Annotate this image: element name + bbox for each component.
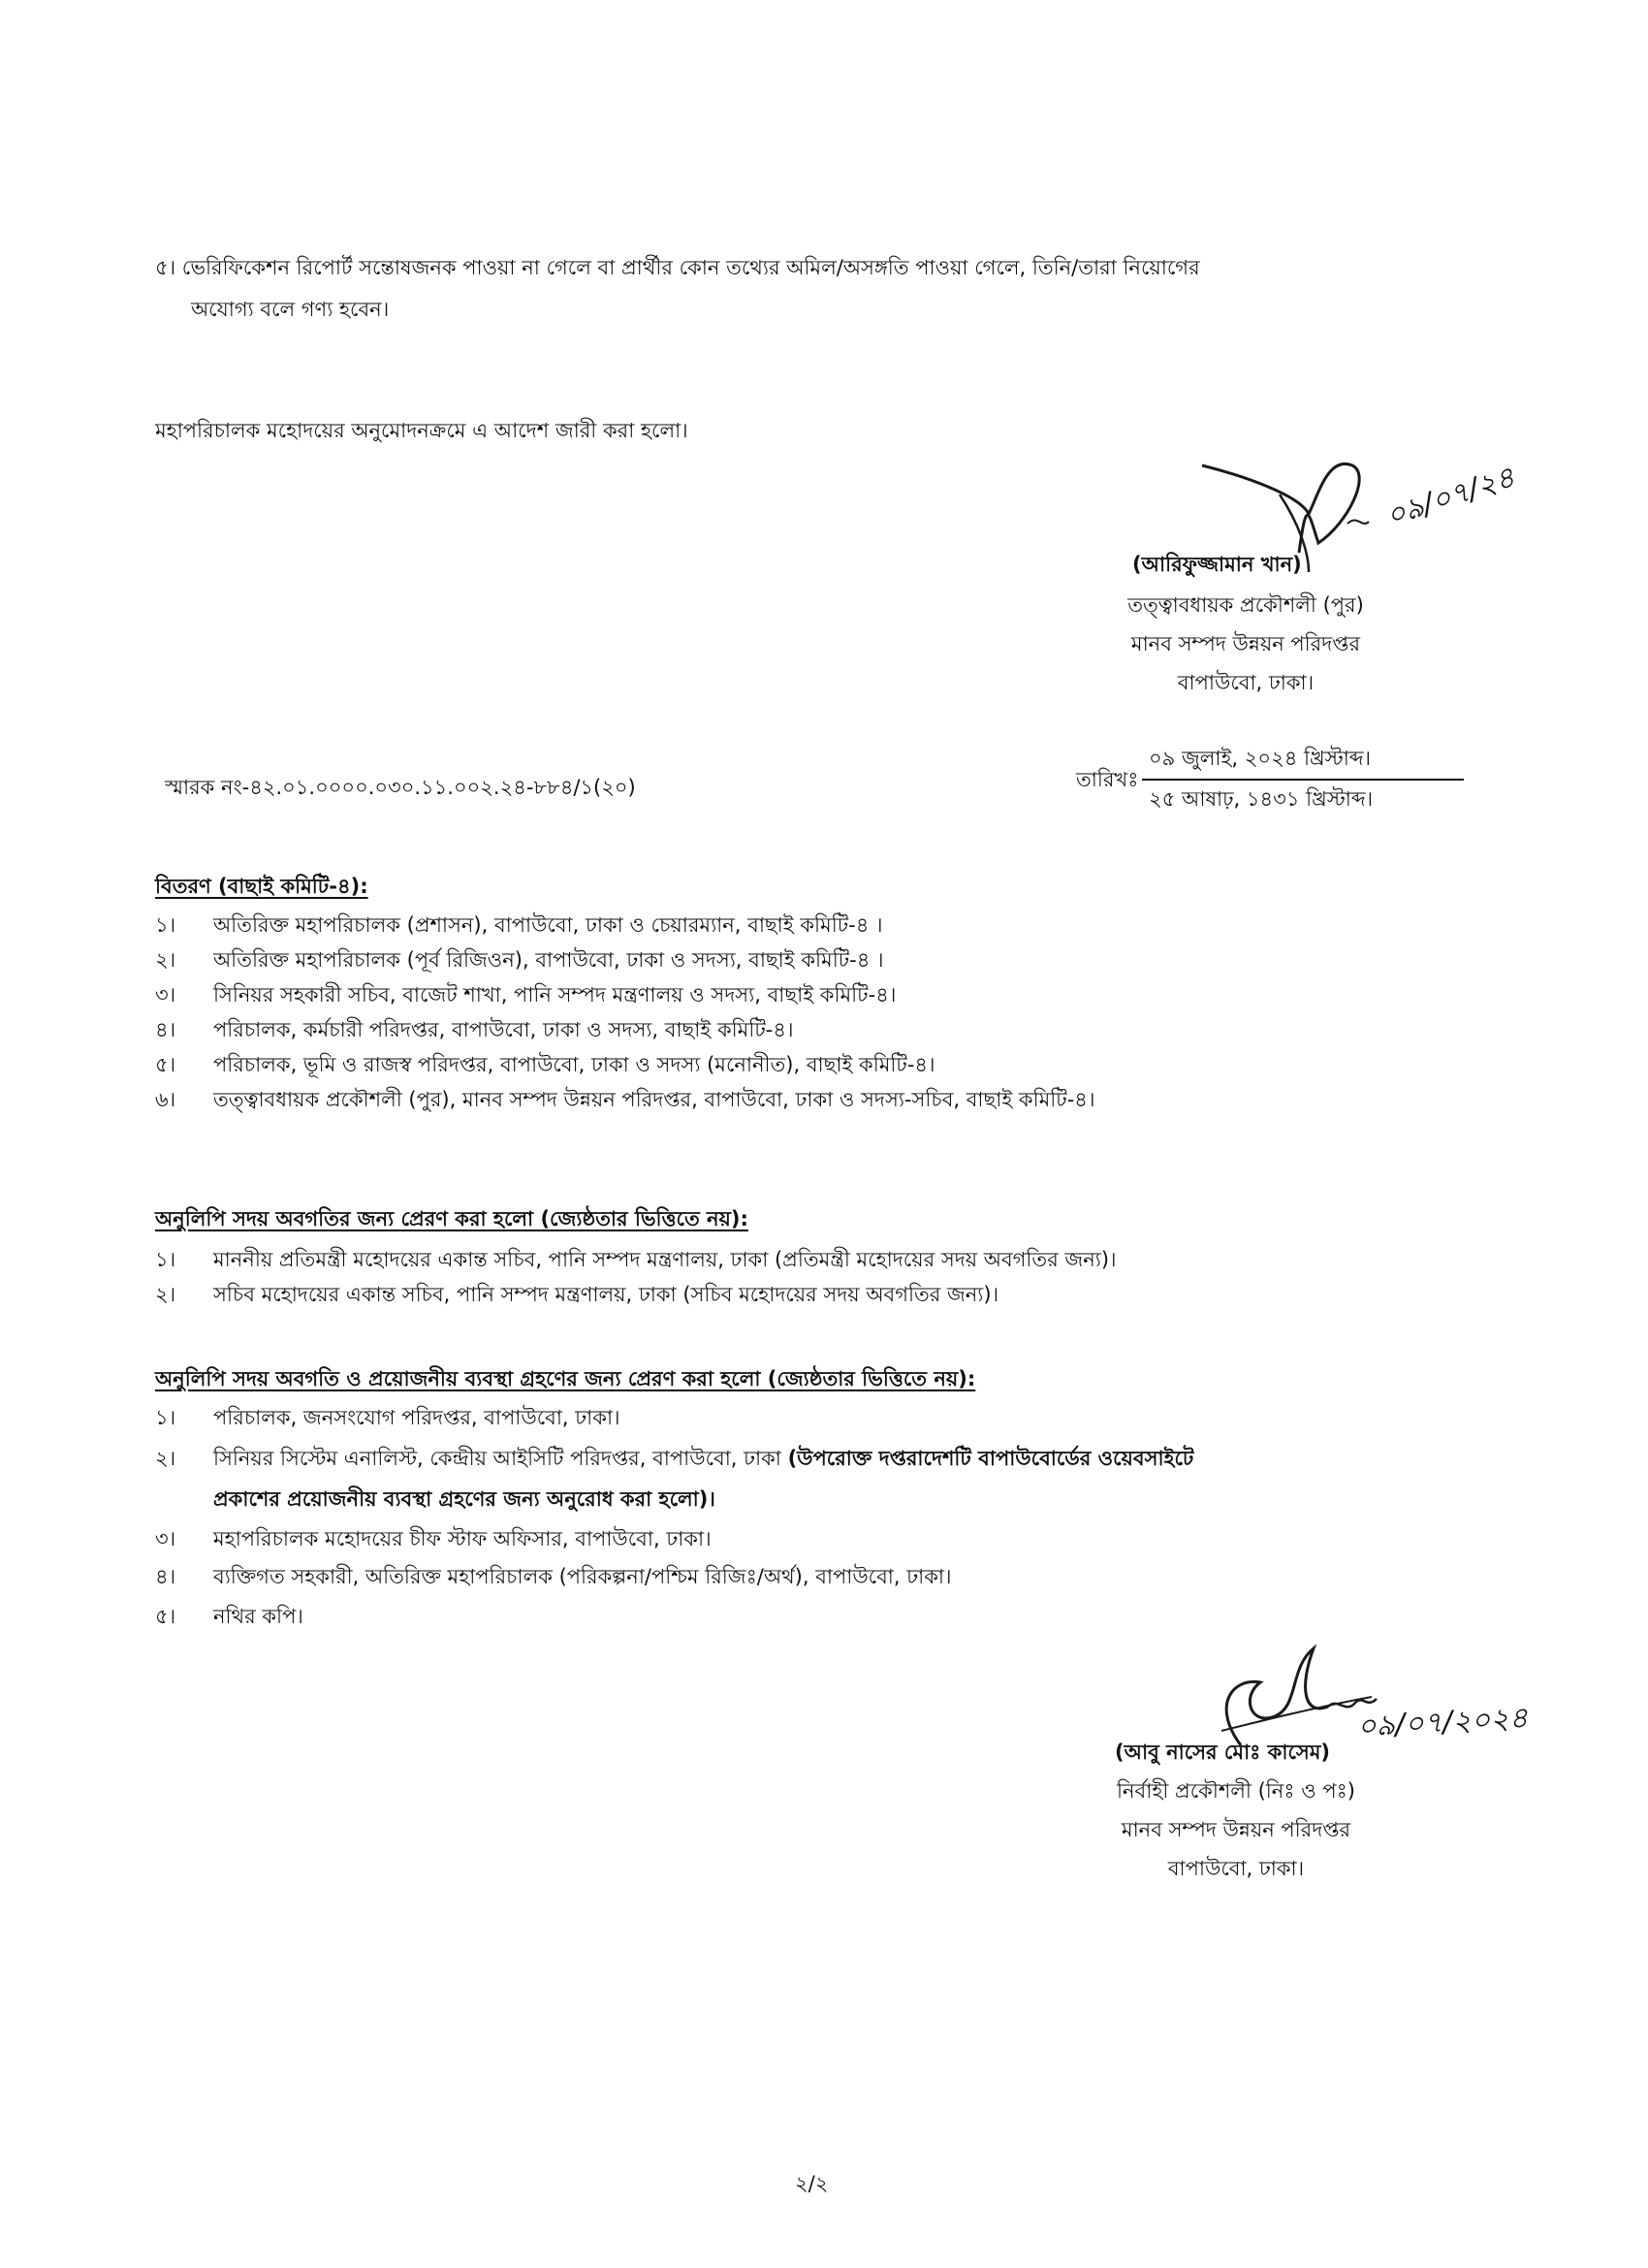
signatory-1-office: মানব সম্পদ উন্নয়ন পরিদপ্তর (1130, 632, 1361, 655)
copy-action-item2-bold1: (উপরোক্ত দপ্তরাদেশটি বাপাউবোর্ডের ওয়েবসাইটে (787, 1447, 1194, 1470)
list-item-number: ১। (155, 913, 176, 937)
list-item (155, 1281, 1493, 1316)
list-item (155, 1051, 1493, 1086)
copy-info-heading: অনুলিপি সদয় অবগতির জন্য প্রেরণ করা হলো (জ্যেষ্ঠতার ভিত্তিতে নয়): (155, 1207, 748, 1230)
signatory-2-location: বাপাউবো, ঢাকা। (1167, 1857, 1305, 1880)
list-item (155, 1086, 1493, 1121)
signature-1-date: ০৯/০৭/২৪ (1381, 460, 1519, 534)
list-item-number: ৬। (155, 1088, 176, 1111)
date-divider (1142, 779, 1464, 781)
copy-action-item2-plain: সিনিয়র সিস্টেম এনালিস্ট, কেন্দ্রীয় আইসিটি পরিদপ্তর, বাপাউবো, ঢাকা (213, 1447, 781, 1470)
memo-reference: স্মারক নং-৪২.০১.০০০০.০৩০.১১.০০২.২৪-৮৮৪/১(২০) (165, 776, 636, 799)
list-item-text: অতিরিক্ত মহাপরিচালক (পূর্ব রিজিওন), বাপাউবো, ঢাকা ও সদস্য, বাছাই কমিটি-৪ । (213, 948, 884, 972)
approval-text: মহাপরিচালক মহোদয়ের অনুমোদনক্রমে এ আদেশ জারী করা হলো। (155, 419, 688, 442)
date-gregorian: ০৯ জুলাই, ২০২৪ খ্রিস্টাব্দ। (1149, 747, 1372, 770)
list-item-number: ৫। (155, 1053, 176, 1076)
list-item (155, 911, 1493, 946)
list-item (155, 946, 1493, 981)
signatory-2-office: মানব সম্পদ উন্নয়ন পরিদপ্তর (1121, 1818, 1351, 1841)
signatory-2-designation: নির্বাহী প্রকৌশলী (নিঃ ও পঃ) (1117, 1779, 1355, 1803)
copy-action-item4-number: ৪। (155, 1565, 176, 1588)
list-item-text: মাননীয় প্রতিমন্ত্রী মহোদয়ের একান্ত সচিব, পানি সম্পদ মন্ত্রণালয়, ঢাকা (প্রতিমন্ত্রী মহোদয়ের সদয় অবগতির জন্য)। (213, 1248, 1117, 1271)
copy-action-item2-number: ২। (155, 1447, 176, 1470)
list-item (155, 1016, 1493, 1051)
list-item-number: ১। (155, 1248, 176, 1271)
copy-action-heading: অনুলিপি সদয় অবগতি ও প্রয়োজনীয় ব্যবস্থা গ্রহণের জন্য প্রেরণ করা হলো (জ্যেষ্ঠতার ভিত্তিতে নয়): (155, 1367, 976, 1390)
list-item-text: সিনিয়র সহকারী সচিব, বাজেট শাখা, পানি সম্পদ মন্ত্রণালয় ও সদস্য, বাছাই কমিটি-৪। (213, 983, 897, 1006)
signature-2-date: ০৯/০৭/২০২৪ (1356, 1701, 1529, 1744)
distribution-heading: বিতরণ (বাছাই কমিটি-৪): (155, 875, 368, 898)
copy-action-item5-text: নথির কপি। (213, 1605, 303, 1628)
date-bangla: ২৫ আষাঢ়, ১৪৩১ খ্রিস্টাব্দ। (1149, 787, 1374, 811)
list-item-number: ৩। (155, 983, 176, 1006)
list-item-text: পরিচালক, কর্মচারী পরিদপ্তর, বাপাউবো, ঢাকা ও সদস্য, বাছাই কমিটি-৪। (213, 1018, 794, 1041)
condition-5-line1: ৫। ভেরিফিকেশন রিপোর্ট সন্তোষজনক পাওয়া না গেলে বা প্রার্থীর কোন তথ্যের অমিল/অসঙ্গতি পাওয়া গেলে, তিনি/তারা নিয়োগের (155, 256, 1200, 279)
date-label: তারিখঃ (1076, 768, 1139, 791)
list-item-text: অতিরিক্ত মহাপরিচালক (প্রশাসন), বাপাউবো, ঢাকা ও চেয়ারম্যান, বাছাই কমিটি-৪ । (213, 913, 883, 937)
list-item-number: ২। (155, 1283, 176, 1306)
copy-action-item5-number: ৫। (155, 1605, 176, 1628)
signatory-1-designation: তত্ত্বাবধায়ক প্রকৌশলী (পুর) (1127, 593, 1364, 617)
list-item-number: ৪। (155, 1018, 176, 1041)
copy-action-item4-text: ব্যক্তিগত সহকারী, অতিরিক্ত মহাপরিচালক (পরিকল্পনা/পশ্চিম রিজিঃ/অর্থ), বাপাউবো, ঢাকা। (213, 1565, 952, 1588)
signatory-1-location: বাপাউবো, ঢাকা। (1177, 671, 1315, 694)
copy-action-item2-bold2: প্রকাশের প্রয়োজনীয় ব্যবস্থা গ্রহণের জন্য অনুরোধ করা হলো)। (213, 1487, 715, 1511)
copy-action-item1-number: ১। (155, 1406, 176, 1429)
signatory-1-name: (আরিফুজ্জামান খান) (1132, 553, 1302, 576)
list-item-text: পরিচালক, ভূমি ও রাজস্ব পরিদপ্তর, বাপাউবো, ঢাকা ও সদস্য (মনোনীত), বাছাই কমিটি-৪। (213, 1053, 935, 1076)
list-item-text: তত্ত্বাবধায়ক প্রকৌশলী (পুর), মানব সম্পদ উন্নয়ন পরিদপ্তর, বাপাউবো, ঢাকা ও সদস্য-সচিব, বাছাই কমিটি-৪। (213, 1088, 1095, 1111)
list-item-text: সচিব মহোদয়ের একান্ত সচিব, পানি সম্পদ মন্ত্রণালয়, ঢাকা (সচিব মহোদয়ের সদয় অবগতির জন্য)। (213, 1283, 999, 1306)
signatory-2-name: (আবু নাসের মোঃ কাসেম) (1115, 1741, 1331, 1764)
copy-action-item3-text: মহাপরিচালক মহোদয়ের চীফ স্টাফ অফিসার, বাপাউবো, ঢাকা। (213, 1527, 712, 1550)
copy-action-item2-text (213, 1445, 1193, 1472)
list-item (155, 1246, 1493, 1281)
copy-action-item1-text: পরিচালক, জনসংযোগ পরিদপ্তর, বাপাউবো, ঢাকা। (213, 1406, 620, 1429)
distribution-list (155, 911, 1493, 1121)
condition-5-line2: অযোগ্য বলে গণ্য হবেন। (191, 298, 390, 321)
copy-info-list (155, 1246, 1493, 1316)
list-item (155, 981, 1493, 1016)
page-number: ২/২ (795, 2172, 829, 2195)
copy-action-item3-number: ৩। (155, 1527, 176, 1550)
list-item-number: ২। (155, 948, 176, 972)
